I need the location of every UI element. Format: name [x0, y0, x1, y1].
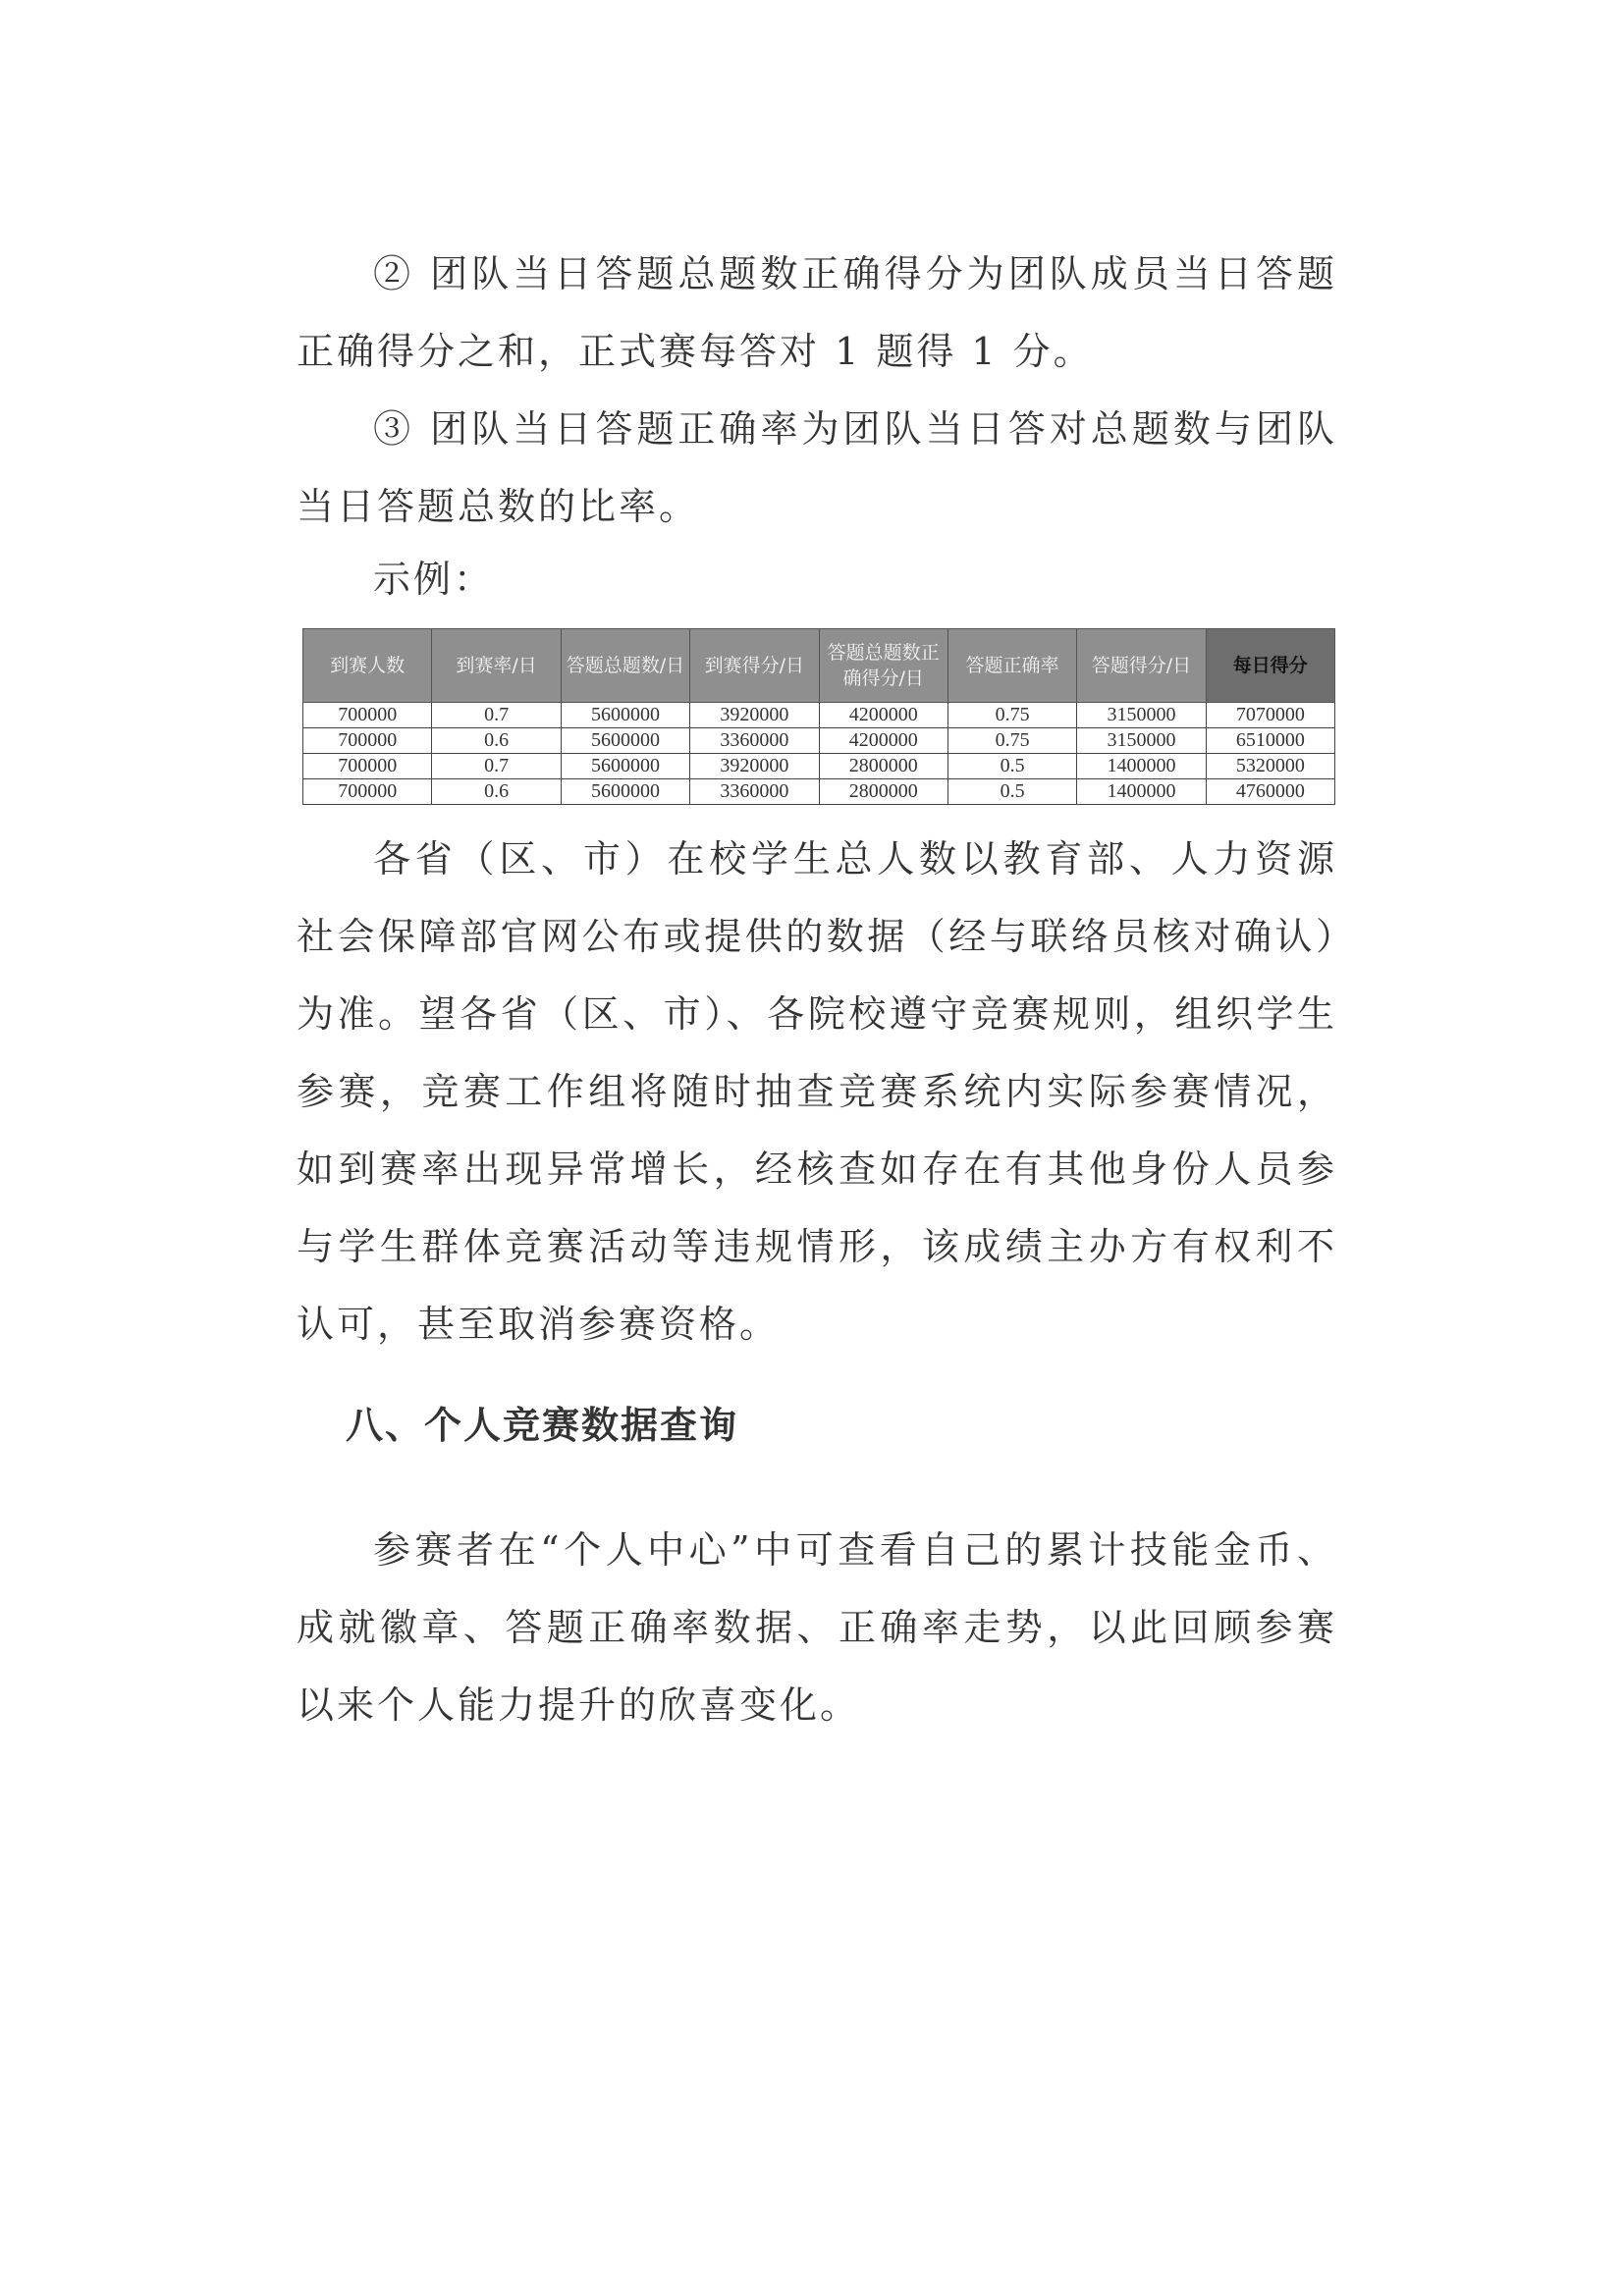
section-heading: 八、个人竞赛数据查询 — [346, 1404, 739, 1447]
table-cell: 2800000 — [819, 779, 947, 805]
table-row — [303, 779, 1335, 805]
table-cell: 5600000 — [561, 703, 689, 728]
table-header-cell: 到赛人数 — [303, 629, 432, 703]
table-cell: 4200000 — [819, 728, 947, 754]
paragraph-team-score: ② 团队当日答题总题数正确得分为团队成员当日答题正确得分之和，正式赛每答对 1 题得 1 分。 — [297, 252, 1337, 373]
table-cell: 7070000 — [1206, 703, 1334, 728]
table-header-cell: 答题总题数正确得分/日 — [819, 629, 947, 703]
table-cell: 3150000 — [1077, 703, 1206, 728]
table-header-cell: 答题正确率 — [947, 629, 1076, 703]
table-row — [303, 754, 1335, 779]
table-cell: 5320000 — [1206, 754, 1334, 779]
table-header-cell: 答题总题数/日 — [561, 629, 689, 703]
table-cell: 5600000 — [561, 779, 689, 805]
table-cell: 3360000 — [690, 728, 819, 754]
table-cell: 3920000 — [690, 703, 819, 728]
table-header-cell: 到赛得分/日 — [690, 629, 819, 703]
table-row — [303, 728, 1335, 754]
table-cell: 0.5 — [947, 779, 1076, 805]
table-cell: 1400000 — [1077, 754, 1206, 779]
table-cell: 0.75 — [947, 728, 1076, 754]
table-cell: 0.6 — [432, 779, 561, 805]
table-cell: 0.5 — [947, 754, 1076, 779]
table-row — [303, 703, 1335, 728]
example-label: 示例： — [373, 558, 495, 601]
table-cell: 5600000 — [561, 728, 689, 754]
table-cell: 0.7 — [432, 703, 561, 728]
table-cell: 3920000 — [690, 754, 819, 779]
table-cell: 700000 — [303, 728, 432, 754]
table-cell: 3150000 — [1077, 728, 1206, 754]
table-cell: 1400000 — [1077, 779, 1206, 805]
table-header-cell: 答题得分/日 — [1077, 629, 1206, 703]
table-cell: 3360000 — [690, 779, 819, 805]
table-cell: 0.75 — [947, 703, 1076, 728]
table-cell: 700000 — [303, 703, 432, 728]
table-header-row — [303, 629, 1335, 703]
table-cell: 6510000 — [1206, 728, 1334, 754]
table-cell: 700000 — [303, 754, 432, 779]
paragraph-student-count-rules: 各省（区、市）在校学生总人数以教育部、人力资源社会保障部官网公布或提供的数据（经与联络员核对确认）为准。望各省（区、市）、各院校遵守竞赛规则，组织学生参赛，竞赛工作组将随时抽查竞赛系统内实际参赛情况，如到赛率出现异常增长，经核查如存在有其他身份人员参与学生群体竞赛活动等违规情形，该成绩主办方有权利不认可，甚至取消参赛资格。 — [297, 837, 1337, 1346]
table-cell: 0.7 — [432, 754, 561, 779]
table-cell: 700000 — [303, 779, 432, 805]
table-cell: 4760000 — [1206, 779, 1334, 805]
table-cell: 2800000 — [819, 754, 947, 779]
paragraph-personal-data-query: 参赛者在“个人中心”中可查看自己的累计技能金币、成就徽章、答题正确率数据、正确率走势，以此回顾参赛以来个人能力提升的欣喜变化。 — [297, 1528, 1337, 1727]
table-cell: 5600000 — [561, 754, 689, 779]
table-header-cell-daily-score: 每日得分 — [1206, 629, 1334, 703]
table-cell: 0.6 — [432, 728, 561, 754]
example-table — [302, 628, 1335, 805]
paragraph-team-accuracy: ③ 团队当日答题正确率为团队当日答对总题数与团队当日答题总数的比率。 — [297, 407, 1337, 528]
table-header-cell: 到赛率/日 — [432, 629, 561, 703]
table-cell: 4200000 — [819, 703, 947, 728]
